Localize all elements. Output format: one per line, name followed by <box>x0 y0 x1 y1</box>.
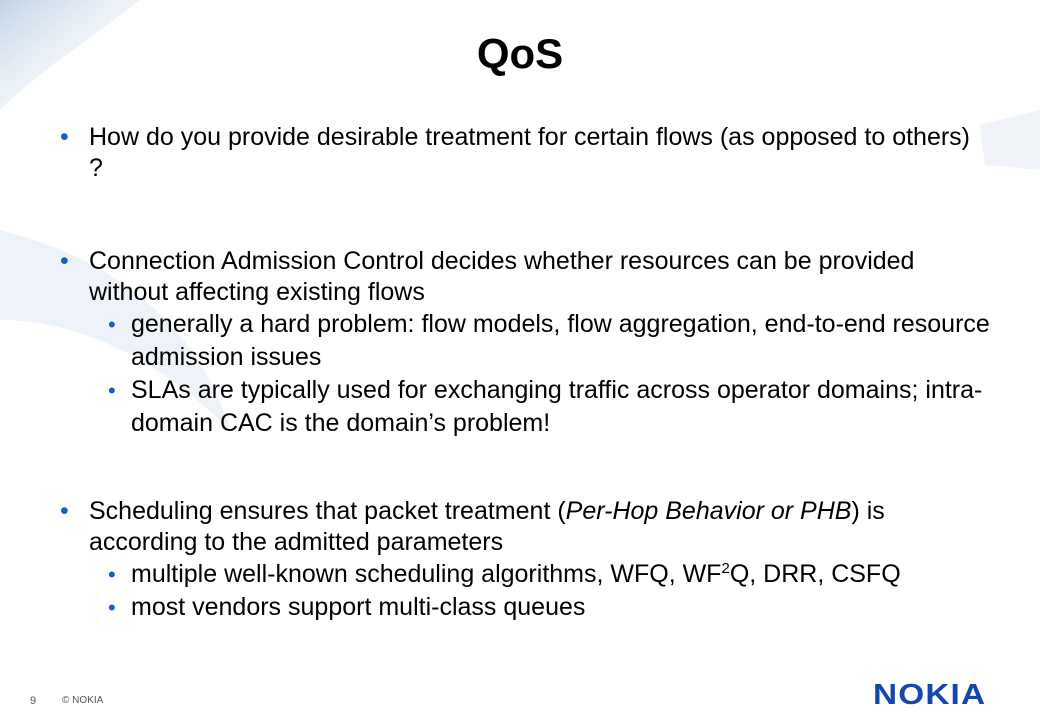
slide-title: QoS <box>476 30 564 77</box>
slide-body <box>60 122 990 624</box>
bullet-2: • Connection Admission Control decides whether resources can be provided without affecting existing flows <box>60 246 990 308</box>
sub-bullet-2-1: • generally a hard problem: flow models, flow aggregation, end-to-end resource admission issues <box>60 308 990 374</box>
copyright: © NOKIA <box>62 695 104 706</box>
bullet-1: • How do you provide desirable treatment for certain flows (as opposed to others) ? <box>60 122 990 184</box>
nokia-logo: NOKIA <box>873 679 987 711</box>
sub-bullet-3-2: • most vendors support multi-class queues <box>60 591 990 624</box>
bullet-3: • Scheduling ensures that packet treatment (Per-Hop Behavior or PHB) is according to the admitted parameters <box>60 496 990 558</box>
sub-bullet-2-2: • SLAs are typically used for exchanging traffic across operator domains; intra-domain CAC is the domain’s problem! <box>60 374 990 440</box>
sub-bullet-3-1: • multiple well-known scheduling algorithms, WFQ, $WF^2Q$, DRR, CSFQ <box>60 558 990 591</box>
page-number: 9 <box>30 695 37 707</box>
